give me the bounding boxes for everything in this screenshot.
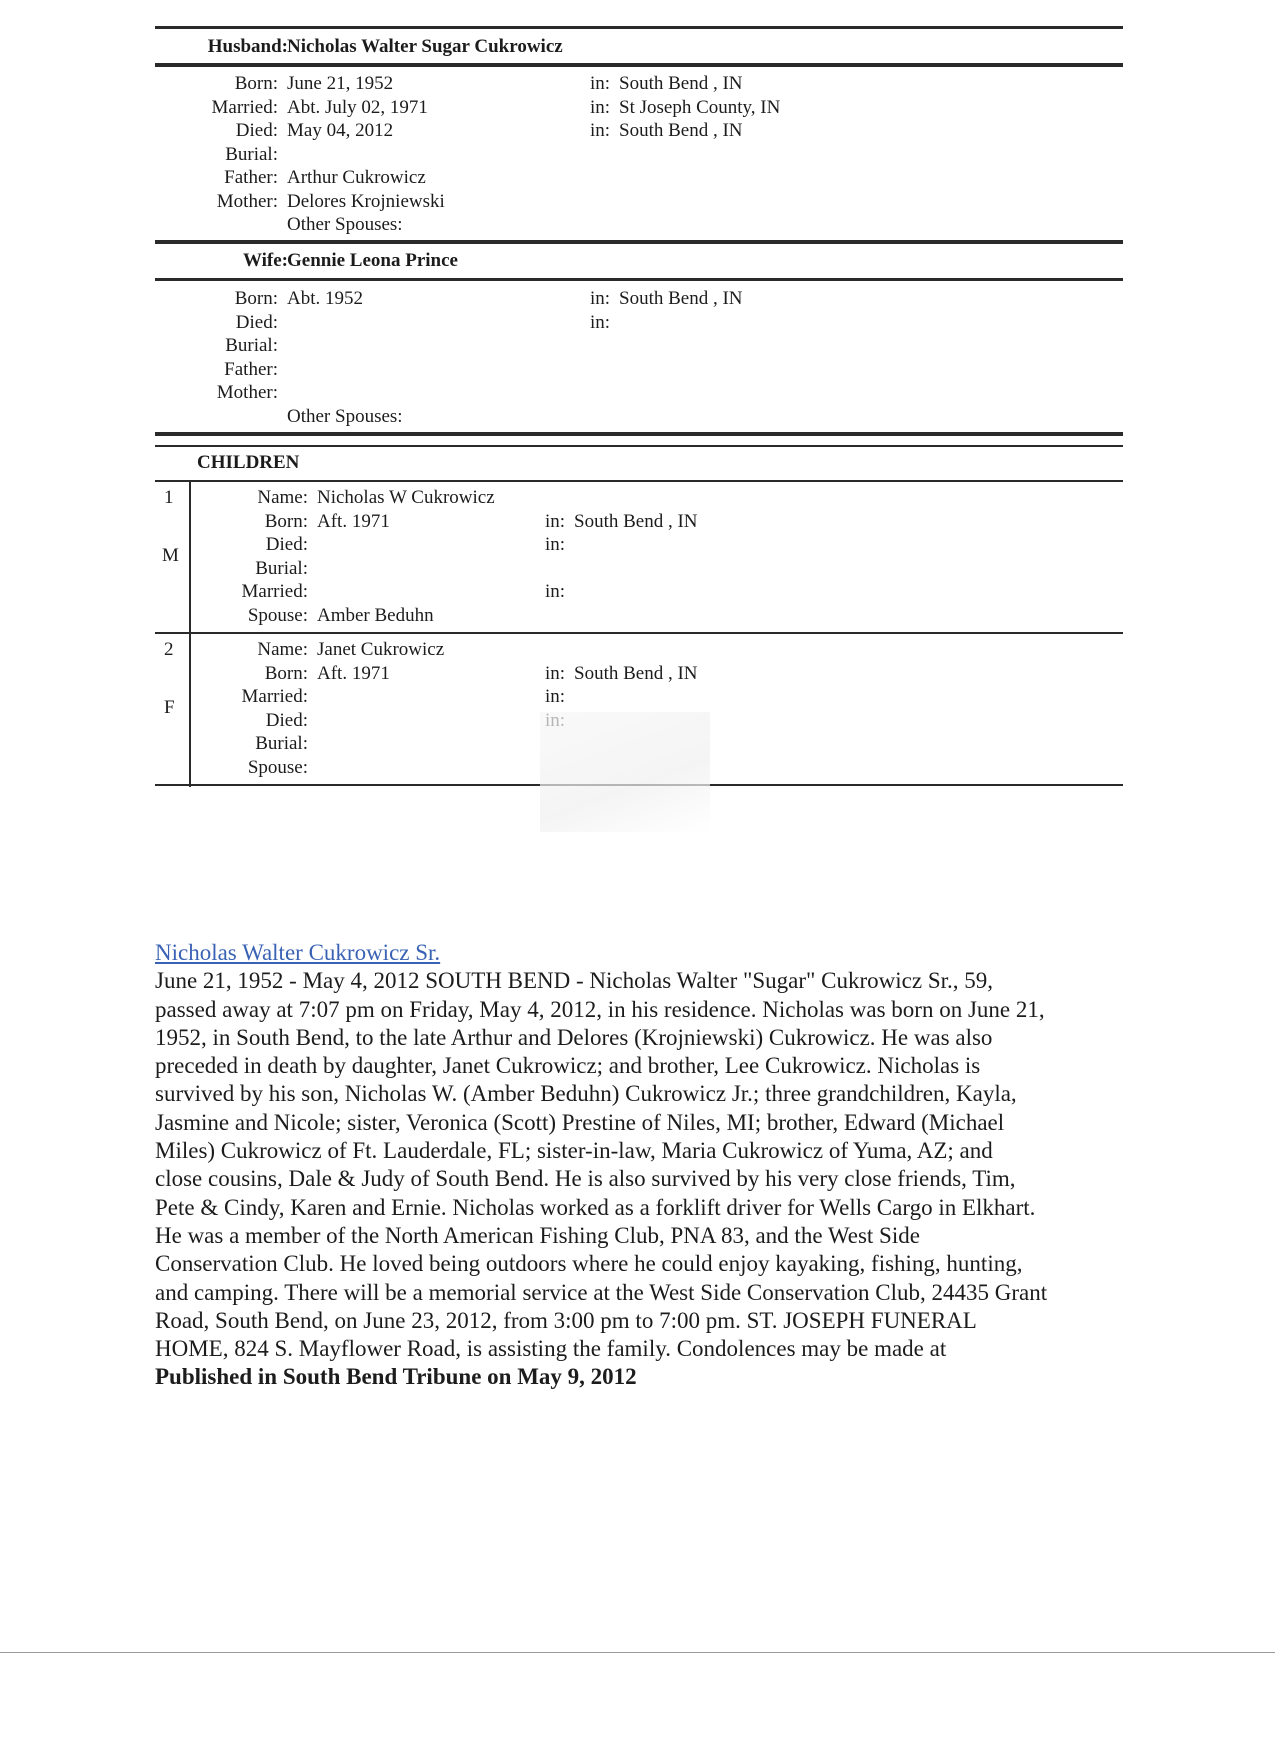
children-heading: CHILDREN (197, 452, 300, 473)
fact-place: South Bend , IN (619, 73, 743, 94)
wife-label: Wife: (242, 250, 288, 271)
fact-in-label: in: (590, 96, 611, 118)
child-number: 1 (164, 487, 174, 508)
obituary (155, 939, 1125, 1392)
obituary-line: preceded in death by daughter, Janet Cukrowicz; and brother, Lee Cukrowicz. Nicholas is (155, 1053, 981, 1079)
fact-label: Mother: (216, 190, 278, 212)
obituary-line: close cousins, Dale & Judy of South Bend. He is also survived by his very close friends, Tim, (155, 1166, 1016, 1192)
obituary-line: and camping. There will be a memorial service at the West Side Conservation Club, 24435 Grant (155, 1279, 1048, 1305)
fact-label: Name: (257, 487, 308, 508)
fact-row (0, 510, 1275, 534)
fact-in-label: in: (590, 288, 611, 309)
fact-label: Spouse: (247, 756, 308, 778)
fact-label: Born: (234, 73, 278, 94)
obituary-line: survived by his son, Nicholas W. (Amber Beduhn) Cukrowicz Jr.; three grandchildren, Kayla, (155, 1081, 1017, 1107)
obituary-line: HOME, 824 S. Mayflower Road, is assisting the family. Condolences may be made at (155, 1336, 947, 1362)
fact-in-label: in: (590, 311, 611, 333)
children-top-rule-1 (155, 432, 1123, 436)
child-sex: M (162, 545, 179, 566)
child-sex: F (164, 697, 175, 718)
fact-label: Died: (265, 534, 308, 555)
fact-place: South Bend , IN (619, 288, 743, 309)
fact-row (0, 166, 1275, 190)
scan-bottom-edge (0, 1652, 1275, 1653)
fact-row (0, 405, 1275, 429)
fact-row (0, 213, 1275, 237)
fact-in-label: in: (545, 534, 566, 555)
fact-label: Father: (224, 167, 278, 188)
fact-row (0, 72, 1275, 96)
fact-value: Janet Cukrowicz (317, 639, 445, 660)
fact-row (0, 358, 1275, 382)
husband-header-rule (155, 63, 1123, 67)
husband-name: Nicholas Walter Sugar Cukrowicz (287, 36, 563, 57)
fact-label: Father: (224, 358, 278, 380)
fact-in-label: in: (545, 662, 566, 684)
obituary-line: Pete & Cindy, Karen and Ernie. Nicholas worked as a forklift driver for Wells Cargo in Elkhart. (155, 1194, 1036, 1220)
obituary-line: Jasmine and Nicole; sister, Veronica (Scott) Prestine of Niles, MI; brother, Edward (Michael (155, 1109, 1005, 1135)
fact-value: Aft. 1971 (317, 510, 390, 532)
fact-label: Died: (235, 311, 278, 333)
fact-label: Born: (234, 288, 278, 309)
wife-header-rule (155, 278, 1123, 281)
fact-label: Died: (235, 120, 278, 141)
fact-row (0, 604, 1275, 628)
fact-label: Died: (265, 709, 308, 731)
husband-header (0, 36, 1275, 60)
fact-value: Amber Beduhn (317, 604, 434, 626)
fact-label: Burial: (255, 733, 308, 754)
fact-row (0, 334, 1275, 358)
fact-row (0, 311, 1275, 335)
fact-value: Aft. 1971 (317, 662, 390, 684)
obituary-line: Road, South Bend, on June 23, 2012, from 3:00 pm to 7:00 pm. ST. JOSEPH FUNERAL (155, 1307, 977, 1333)
fact-label: Born: (264, 510, 308, 532)
obituary-line: June 21, 1952 - May 4, 2012 SOUTH BEND - Nicholas Walter "Sugar" Cukrowicz Sr., 59, (155, 968, 994, 994)
fact-in-label: in: (590, 120, 611, 141)
scan-artifact (540, 712, 710, 832)
fact-label: Burial: (225, 143, 278, 165)
fact-in-label: in: (545, 581, 566, 602)
husband-top-rule (155, 26, 1123, 29)
fact-value: Delores Krojniewski (287, 190, 445, 212)
fact-row (0, 557, 1275, 581)
obituary-line: He was a member of the North American Fishing Club, PNA 83, and the West Side (155, 1222, 920, 1248)
fact-place: South Bend , IN (574, 510, 698, 532)
fact-row (0, 638, 1275, 662)
fact-in-label: in: (590, 73, 611, 94)
wife-top-rule (155, 240, 1123, 244)
fact-label: Mother: (216, 382, 278, 403)
fact-label: Burial: (225, 335, 278, 356)
fact-value: Arthur Cukrowicz (287, 167, 426, 188)
wife-header (0, 250, 1275, 274)
fact-in-label: in: (545, 510, 566, 532)
fact-value: Abt. July 02, 1971 (287, 96, 428, 118)
fact-row (0, 119, 1275, 143)
fact-place: South Bend , IN (619, 120, 743, 141)
wife-name: Gennie Leona Prince (287, 250, 458, 271)
child-number: 2 (164, 639, 174, 660)
fact-value: June 21, 1952 (287, 73, 394, 94)
fact-label: Name: (257, 639, 308, 660)
fact-row (0, 190, 1275, 214)
fact-row (0, 287, 1275, 311)
fact-row (0, 662, 1275, 686)
children-top-rule-2 (155, 445, 1123, 447)
fact-value: May 04, 2012 (287, 120, 394, 141)
fact-row (0, 580, 1275, 604)
fact-label: Married: (241, 686, 308, 707)
fact-label: Married: (241, 581, 308, 602)
obituary-published-note: Published in South Bend Tribune on May 9, 2012 (155, 1364, 637, 1390)
obituary-line: Miles) Cukrowicz of Ft. Lauderdale, FL; sister-in-law, Maria Cukrowicz of Yuma, AZ; and (155, 1138, 993, 1164)
fact-place: St Joseph County, IN (619, 96, 781, 118)
fact-row (0, 96, 1275, 120)
fact-row (0, 486, 1275, 510)
fact-label: Burial: (255, 557, 308, 579)
fact-row (0, 685, 1275, 709)
fact-label: Spouse: (247, 604, 308, 626)
fact-in-label: in: (545, 686, 566, 707)
other-spouses-label: Other Spouses: (287, 405, 403, 427)
fact-place: South Bend , IN (574, 662, 698, 684)
obituary-line: 1952, in South Bend, to the late Arthur and Delores (Krojniewski) Cukrowicz. He was also (155, 1024, 993, 1050)
other-spouses-label: Other Spouses: (287, 214, 403, 235)
child-divider-rule (155, 632, 1123, 634)
obituary-line: passed away at 7:07 pm on Friday, May 4, 2012, in his residence. Nicholas was born on June 21, (155, 996, 1045, 1022)
fact-row (0, 143, 1275, 167)
husband-label: Husband: (207, 36, 288, 57)
fact-label: Born: (264, 662, 308, 684)
fact-value: Abt. 1952 (287, 288, 363, 309)
obituary-line: Conservation Club. He loved being outdoors where he could enjoy kayaking, fishing, hunting, (155, 1251, 1023, 1277)
fact-row (0, 533, 1275, 557)
obituary-title-link[interactable]: Nicholas Walter Cukrowicz Sr. (155, 940, 441, 965)
children-heading-rule (155, 480, 1123, 482)
fact-label: Married: (211, 96, 278, 118)
fact-value: Nicholas W Cukrowicz (317, 487, 495, 508)
fact-row (0, 381, 1275, 405)
